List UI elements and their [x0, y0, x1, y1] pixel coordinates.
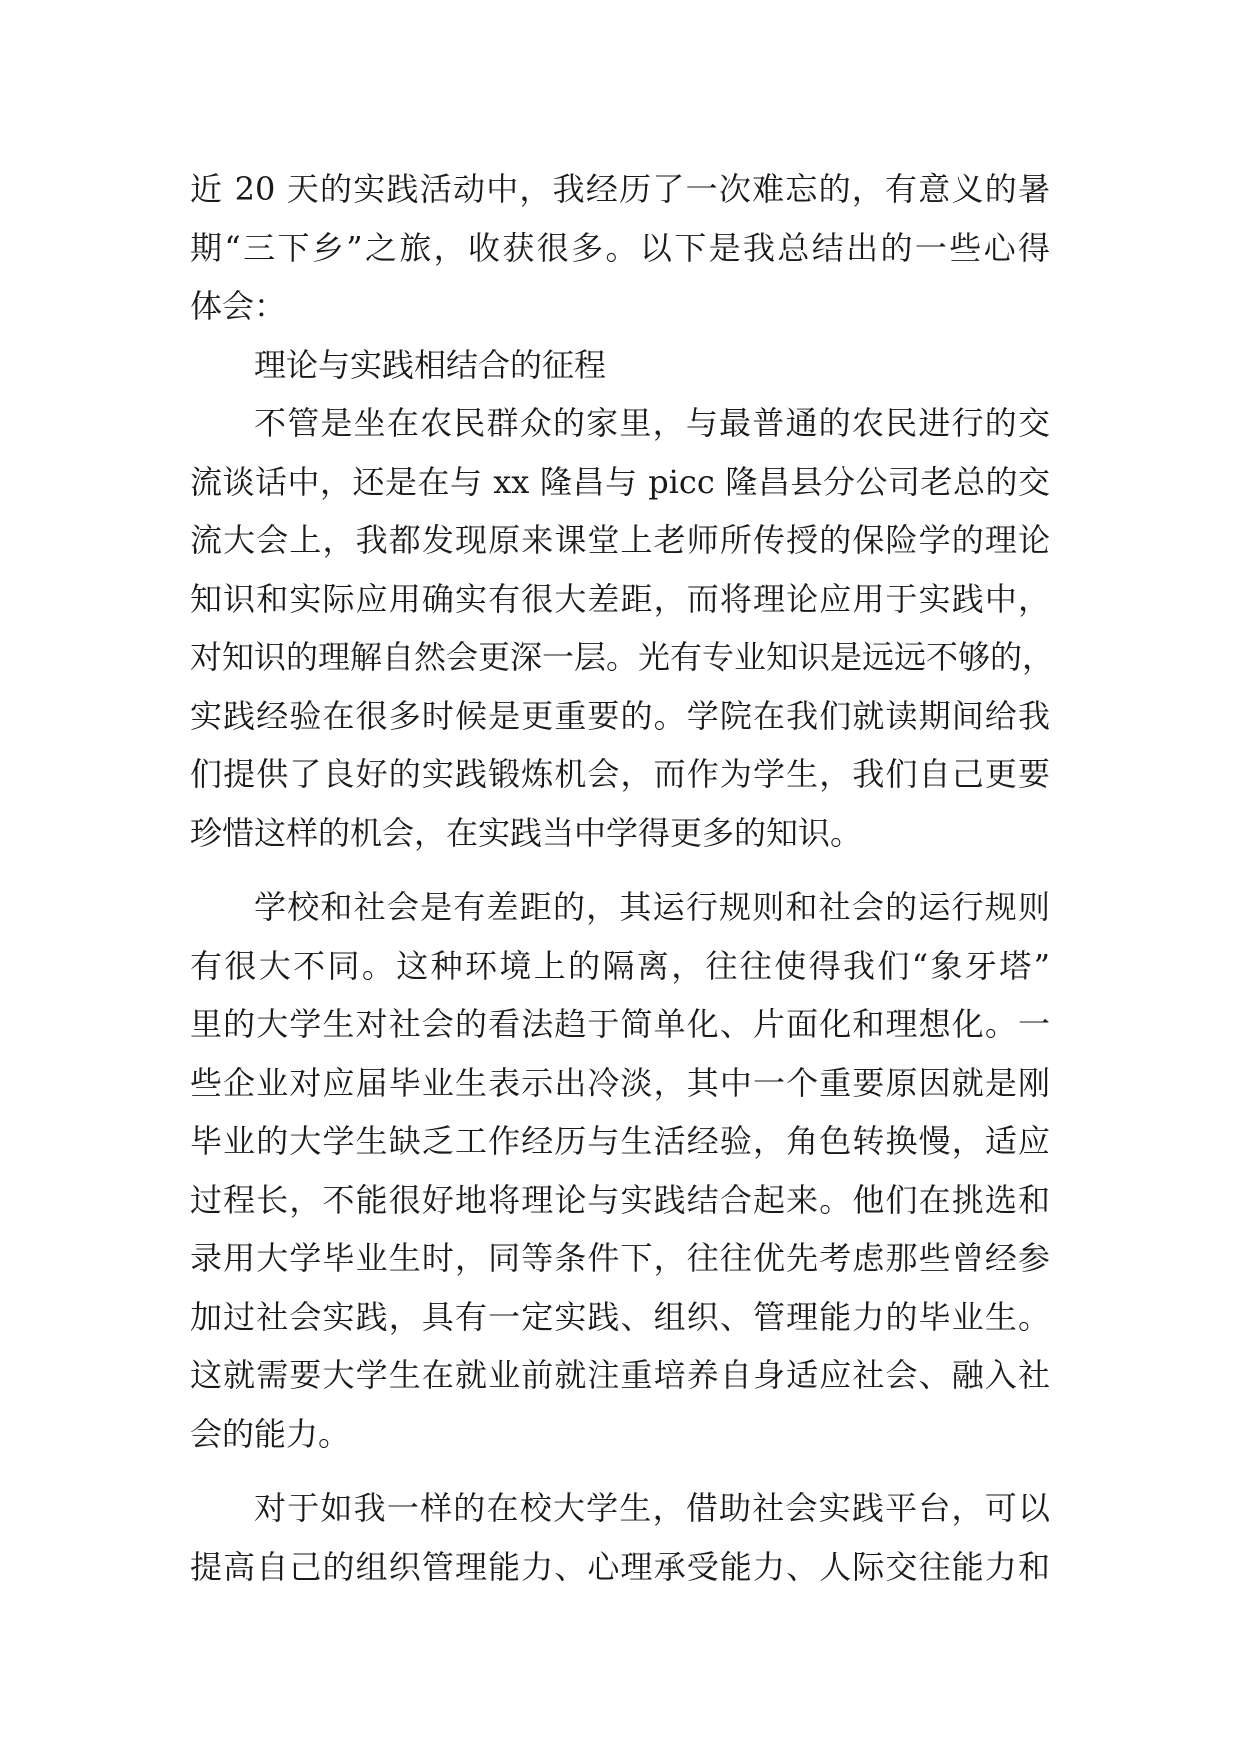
document-body	[190, 160, 1055, 1596]
paragraph-line: 流谈话中，还是在与 xx 隆昌与 picc 隆昌县分公司老总的交	[190, 462, 1050, 501]
paragraph-line: 对于如我一样的在校大学生，借助社会实践平台，可以	[254, 1489, 1050, 1527]
paragraph-line: 里的大学生对社会的看法趋于简单化、片面化和理想化。一	[190, 1005, 1050, 1043]
paragraph-line: 不管是坐在农民群众的家里，与最普通的农民进行的交	[254, 404, 1050, 442]
paragraph-line: 近 20 天的实践活动中，我经历了一次难忘的，有意义的暑	[190, 170, 1050, 208]
paragraph-line: 期“三下乡”之旅，收获很多。以下是我总结出的一些心得	[190, 228, 1050, 267]
paragraph-line: 对知识的理解自然会更深一层。光有专业知识是远远不够的，	[190, 638, 1055, 676]
paragraph-line: 过程长，不能很好地将理论与实践结合起来。他们在挑选和	[190, 1180, 1050, 1219]
paragraph-intro	[190, 160, 1050, 336]
paragraph-line: 有很大不同。这种环境上的隔离，往往使得我们“象牙塔”	[190, 946, 1050, 985]
paragraph-line: 会的能力。	[190, 1414, 351, 1453]
paragraph-line: 这就需要大学生在就业前就注重培养自身适应社会、融入社	[190, 1356, 1050, 1394]
paragraph-line: 学校和社会是有差距的，其运行规则和社会的运行规则	[254, 888, 1050, 926]
paragraph-line: 录用大学毕业生时，同等条件下，往往优先考虑那些曾经参	[190, 1239, 1050, 1277]
paragraph-theory-practice	[190, 394, 1055, 862]
paragraph-line: 实践经验在很多时候是更重要的。学院在我们就读期间给我	[190, 696, 1050, 735]
paragraph-line: 提高自己的组织管理能力、心理承受能力、人际交往能力和	[190, 1547, 1050, 1586]
paragraph-spacer	[190, 862, 1050, 878]
paragraph-line: 毕业的大学生缺乏工作经历与生活经验，角色转换慢，适应	[190, 1122, 1050, 1160]
section-heading: 理论与实践相结合的征程	[254, 345, 607, 384]
paragraph-students-platform	[190, 1479, 1050, 1596]
paragraph-line: 珍惜这样的机会，在实践当中学得更多的知识。	[190, 813, 863, 852]
paragraph-line: 加过社会实践，具有一定实践、组织、管理能力的毕业生。	[190, 1297, 1050, 1336]
paragraph-school-society	[190, 878, 1050, 1463]
paragraph-line: 知识和实际应用确实有很大差距，而将理论应用于实践中，	[190, 579, 1050, 618]
paragraph-line: 们提供了良好的实践锻炼机会，而作为学生，我们自己更要	[190, 755, 1050, 793]
paragraph-line: 流大会上，我都发现原来课堂上老师所传授的保险学的理论	[190, 521, 1050, 559]
paragraph-line: 些企业对应届毕业生表示出冷淡，其中一个重要原因就是刚	[190, 1063, 1050, 1102]
paragraph-line: 体会：	[190, 287, 287, 325]
paragraph-spacer	[190, 1463, 1050, 1479]
